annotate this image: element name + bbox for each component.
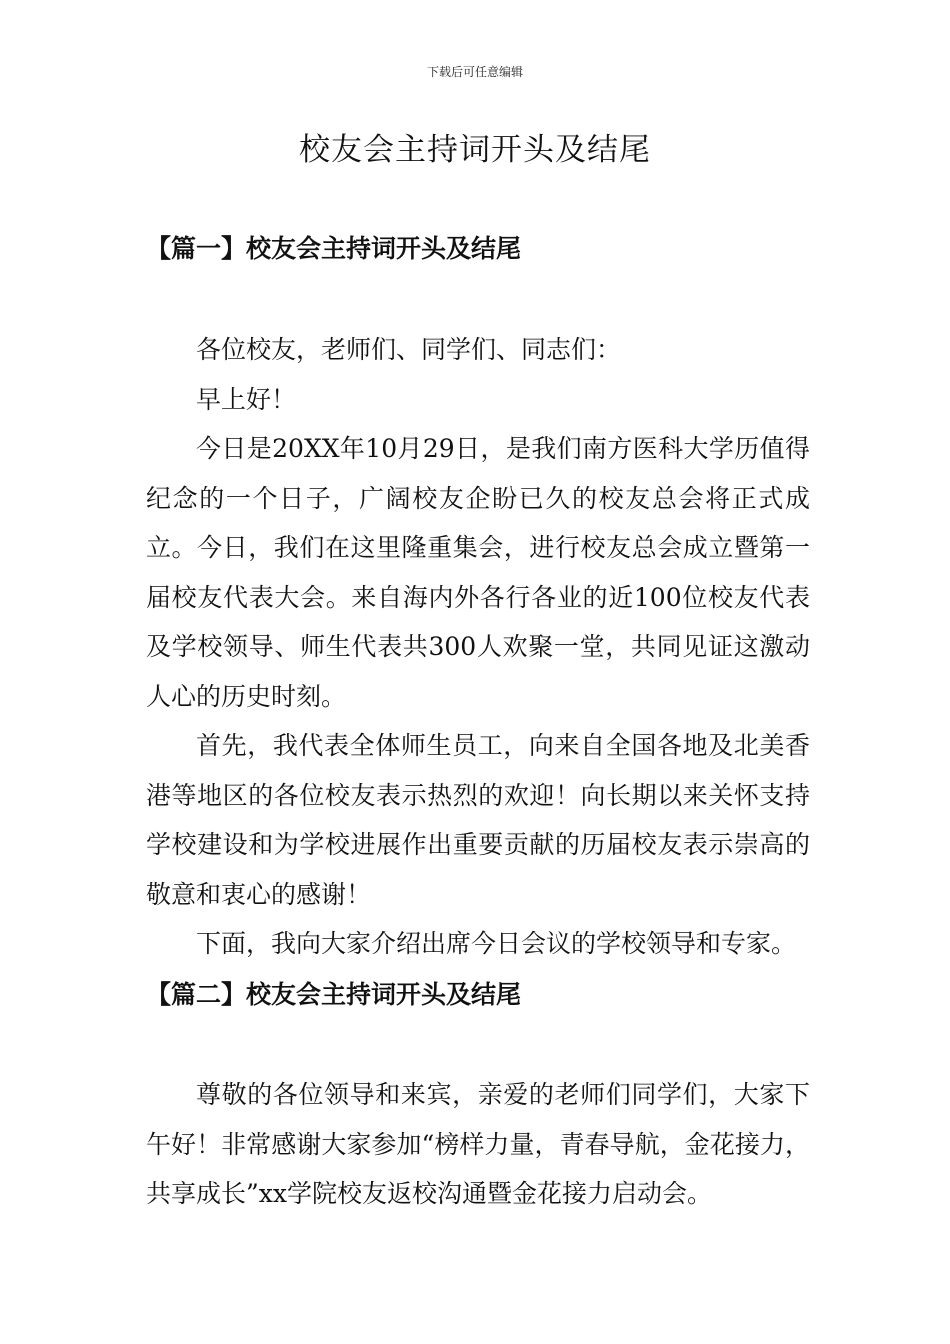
header-note: 下载后可任意编辑 bbox=[426, 65, 523, 79]
section-heading-2: 【篇二】校友会主持词开头及结尾 bbox=[146, 980, 522, 1009]
paragraph-salutation: 各位校友，老师们、同学们、同志们： bbox=[196, 335, 622, 364]
paragraph-opening: 今日是20XX年10月29日，是我们南方医科大学历值得纪念的一个日子，广阔校友企盼已久的校友总会将正式成立。今日，我们在这里隆重集会，进行校友总会成立暨第一届校友代表大会。来自海内外各行各业的近100位校友代表及学校领导、师生代表共300人欢聚一堂，共同见证这激动人心的历史时刻。 bbox=[146, 434, 810, 711]
section-2-body bbox=[146, 1070, 810, 1219]
section-1-body bbox=[146, 325, 810, 969]
paragraph-introduction: 下面，我向大家介绍出席今日会议的学校领导和专家。 bbox=[196, 929, 797, 958]
section-heading-1: 【篇一】校友会主持词开头及结尾 bbox=[146, 234, 522, 263]
document-title: 校友会主持词开头及结尾 bbox=[299, 132, 651, 168]
paragraph-section-2-opening: 尊敬的各位领导和来宾，亲爱的老师们同学们，大家下午好！非常感谢大家参加“榜样力量，青春导航，金花接力，共享成长”xx学院校友返校沟通暨金花接力启动会。 bbox=[146, 1080, 810, 1208]
paragraph-greeting: 早上好！ bbox=[196, 384, 297, 414]
paragraph-welcome: 首先，我代表全体师生员工，向来自全国各地及北美香港等地区的各位校友表示热烈的欢迎！向长期以来关怀支持学校建设和为学校进展作出重要贡献的历届校友表示崇高的敬意和衷心的感谢！ bbox=[146, 731, 810, 909]
